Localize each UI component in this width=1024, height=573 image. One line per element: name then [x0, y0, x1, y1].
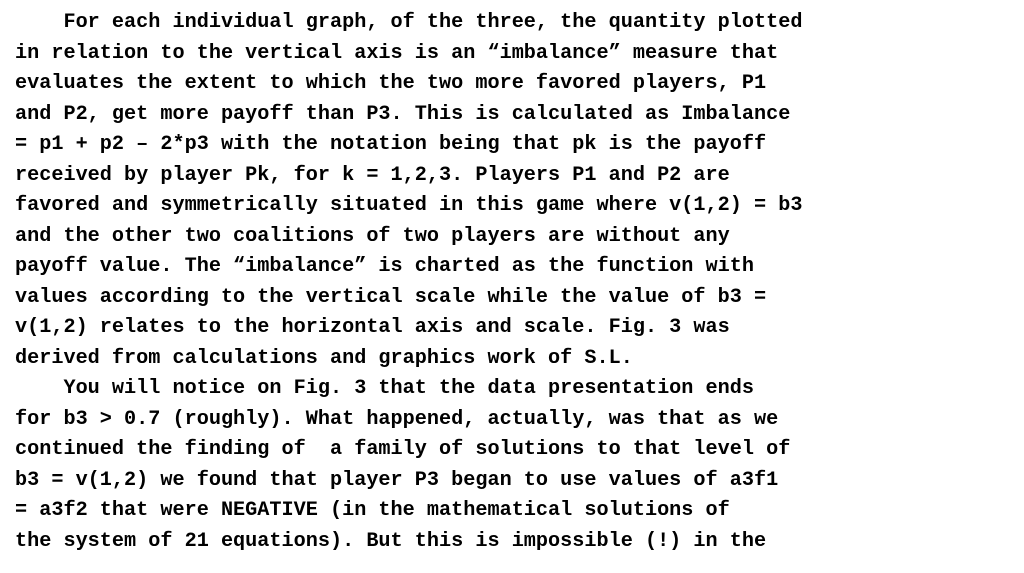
- text-line: You will notice on Fig. 3 that the data presentation ends: [15, 377, 754, 400]
- text-line: b3 = v(1,2) we found that player P3 began to use values of a3f1: [15, 468, 779, 492]
- text-line: continued the finding of a family of solutions to that level of: [15, 438, 791, 461]
- document-body-text: [15, 8, 1020, 557]
- text-line: payoff value. The “imbalance” is charted as the function with: [15, 255, 754, 278]
- text-line: v(1,2) relates to the horizontal axis and scale. Fig. 3 was: [15, 316, 730, 339]
- text-line: and P2, get more payoff than P3. This is calculated as Imbalance: [15, 102, 791, 126]
- text-line: = p1 + p2 – 2*p3 with the notation being that pk is the payoff: [15, 133, 767, 156]
- text-line: received by player Pk, for k = 1,2,3. Players P1 and P2 are: [15, 163, 730, 187]
- text-line: derived from calculations and graphics work of S.L.: [15, 346, 633, 370]
- text-line: evaluates the extent to which the two more favored players, P1: [15, 72, 767, 95]
- text-line: = a3f2 that were NEGATIVE (in the mathematical solutions of: [15, 499, 730, 522]
- text-line: values according to the vertical scale while the value of b3 =: [15, 285, 767, 309]
- text-line: in relation to the vertical axis is an “imbalance” measure that: [15, 41, 779, 65]
- text-line: the system of 21 equations). But this is impossible (!) in the: [15, 529, 767, 553]
- text-line: For each individual graph, of the three, the quantity plotted: [15, 11, 803, 34]
- text-line: for b3 > 0.7 (roughly). What happened, actually, was that as we: [15, 407, 779, 431]
- text-line: favored and symmetrically situated in this game where v(1,2) = b3: [15, 194, 803, 217]
- text-line: and the other two coalitions of two players are without any: [15, 224, 730, 248]
